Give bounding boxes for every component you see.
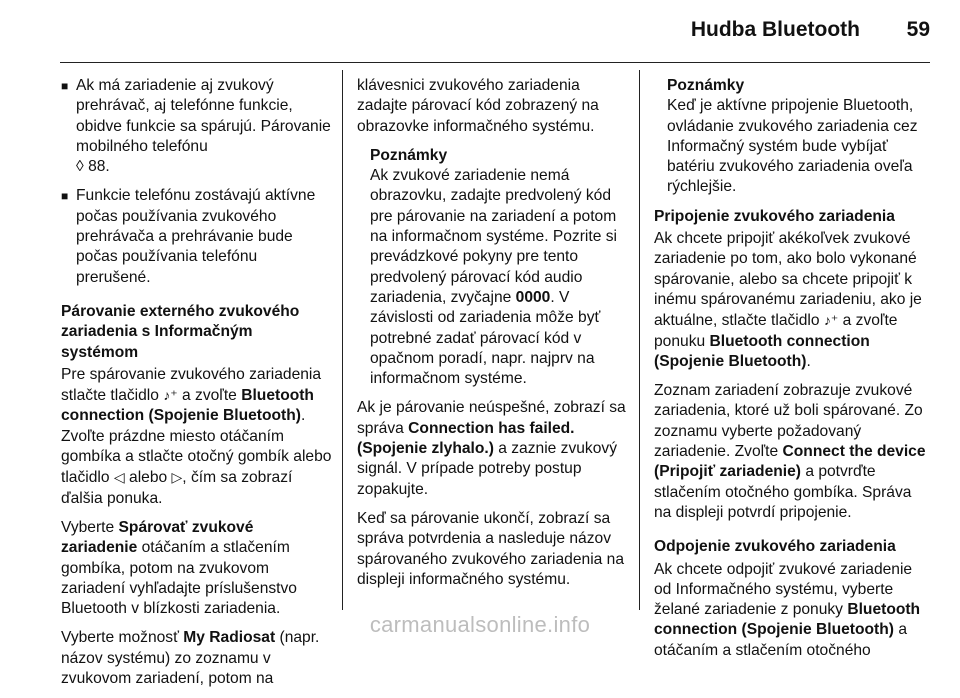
column-divider (342, 70, 343, 610)
menu-label: My Radiosat (183, 629, 276, 647)
note-text: Keď je aktívne pripojenie Bluetooth, ovládanie zvukového zariadenia cez Informačný systém bude vybíjať batériu zvukového zariadenia oveľa rýchlejšie. (667, 97, 918, 196)
paragraph: Ak chcete pripojiť akékoľvek zvukové zariadenie po tom, ako bolo vykonané spárovanie, alebo sa chcete pripojiť k inému spárovanému zariadeniu, ako je aktuálne, stlačte tlačidlo ♪⁺ a zvoľte ponuku Bluetooth connection (Spojenie Bluetooth). (654, 230, 922, 370)
note-box (667, 76, 926, 198)
watermark: carmanualsonline.info (369, 612, 591, 637)
reference-arrow-icon: ◊ (76, 158, 84, 176)
menu-label: Bluetooth connection (Spojenie Bluetooth) (654, 601, 921, 639)
music-plus-icon: ♪⁺ (163, 387, 178, 404)
bullet-icon: ■ (61, 189, 69, 204)
paragraph: Ak chcete odpojiť zvukové zariadenie od Informačného systému, vyberte želané zariadenie z ponuky Bluetooth connection (Spojenie Bluetooth) a otáčaním a stlačením otočného (654, 560, 921, 659)
menu-label: Bluetooth connection (Spojenie Bluetooth) (654, 332, 870, 370)
paragraph: Vyberte možnosť My Radiosat (napr. názov systému) zo zoznamu v zvukovom zariadení, potom na (61, 629, 320, 688)
header-rule (60, 62, 930, 63)
column-1 (61, 76, 333, 698)
bullet-item: ■ Ak má zariadenie aj zvukový prehrávač, aj telefónne funkcie, obidve funkcie sa spárujú. Párovanie mobilného telefónu ◊ 88. (61, 77, 331, 176)
message-label: Connection has failed. (Spojenie zlyhalo.) (357, 419, 575, 458)
section-heading: Pripojenie zvukového zariadenia (654, 207, 895, 225)
page-reference[interactable]: 88. (88, 158, 110, 176)
left-arrow-icon: ◁ (113, 469, 125, 486)
menu-label: Spárovať zvukové zariadenie (61, 518, 254, 557)
note-box (370, 146, 629, 390)
column-2 (357, 76, 629, 599)
paragraph: Keď sa párovanie ukončí, zobrazí sa správa potvrdenia a nasleduje názov spárovaného zvukového zariadenia na displeji informačného systému. (357, 509, 625, 588)
paragraph: Ak je párovanie neúspešné, zobrazí sa správa Connection has failed. (Spojenie zlyhalo.) a zaznie zvukový signál. V prípade potreby postup zopakujte. (357, 399, 626, 498)
menu-label: Connect the device (Pripojiť zariadenie) (654, 443, 926, 481)
paragraph: klávesnici zvukového zariadenia zadajte párovací kód zobrazený na obrazovke informačného systému. (357, 77, 599, 135)
column-3 (654, 76, 926, 670)
section-title: Hudba Bluetooth (690, 18, 860, 41)
music-plus-icon: ♪⁺ (823, 312, 839, 329)
section-heading: Párovanie externého zvukového zariadenia s Informačným systémom (61, 302, 300, 361)
section-heading: Odpojenie zvukového zariadenia (654, 538, 896, 556)
page-number: 59 (906, 18, 930, 41)
note-text: Ak zvukové zariadenie nemá obrazovku, zadajte predvolený kód pre párovanie na zariadení a potom na informačnom systéme. Pozrite si prevádzkové pokyny pre tento predvolený párovací kód audio zariadenia, zvyčajne 0000. V závislosti od zariadenia môže byť potrebné zadať párovací kód v opačnom poradí, napr. najprv na informačnom systéme. (370, 167, 617, 388)
menu-label: Bluetooth connection (Spojenie Bluetooth) (61, 387, 314, 425)
note-title: Poznámky (370, 146, 448, 164)
bullet-icon: ■ (61, 79, 69, 93)
bullet-item: ■ Funkcie telefónu zostávajú aktívne počas používania zvukového prehrávača a prehrávanie bude počas používania telefónu prerušené. (61, 187, 316, 286)
note-title: Poznámky (667, 77, 745, 94)
paragraph: Zoznam zariadení zobrazuje zvukové zariadenia, ktoré už boli spárované. Zo zoznamu vyberte požadovaný zariadenie. Zvoľte Connect the device (Pripojiť zariadenie) a potvrďte stlačením otočného gombíka. Správa na displeji potvrdí pripojenie. (654, 382, 926, 521)
default-code: 0000 (515, 288, 551, 306)
column-divider (639, 70, 640, 610)
paragraph: Pre spárovanie zvukového zariadenia stlačte tlačidlo ♪⁺ a zvoľte Bluetooth connection (Spojenie Bluetooth). Zvoľte prázdne miesto otáčaním gombíka a stlačte otočný gombík alebo tlačidlo ◁ alebo ▷, čím sa zobrazí ďalšia ponuka. (61, 365, 332, 507)
right-arrow-icon: ▷ (171, 469, 183, 486)
paragraph: Vyberte Spárovať zvukové zariadenie otáčaním a stlačením gombíka, potom na zvukovom zariadení vyhľadajte príslušenstvo Bluetooth v blízkosti zariadenia. (61, 518, 297, 618)
